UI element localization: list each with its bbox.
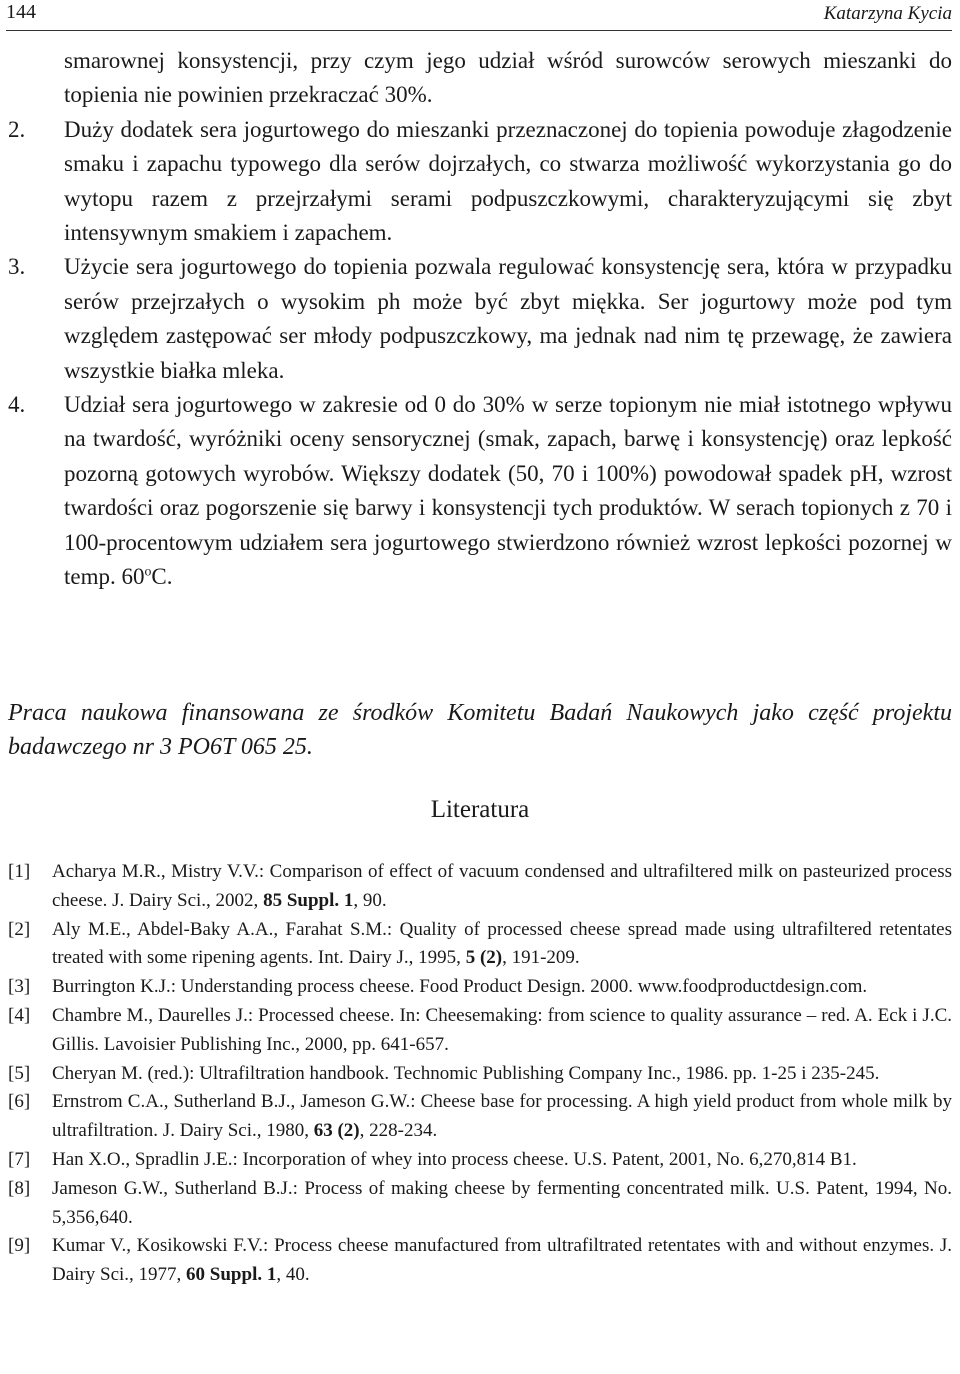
reference-volume: 60 Suppl. 1 xyxy=(186,1264,277,1286)
reference-text: Cheryan M. (red.): Ultrafiltration handbook. Technomic Publishing Company Inc., 1986. pp. 1-25 i 235-245. xyxy=(52,1062,880,1084)
reference-item xyxy=(8,858,952,916)
literature-heading: Literatura xyxy=(430,796,530,823)
reference-text: Aly M.E., Abdel-Baky A.A., Farahat S.M.: Quality of processed cheese spread made using ultrafiltered retentates treated with some ripening agents. Int. Dairy J., 1995, xyxy=(52,918,952,969)
funding-acknowledgement: Praca naukowa finansowana ze środków Komitetu Badań Naukowych jako część projektu badawczego nr 3 PO6T 065 25. xyxy=(8,700,952,760)
reference-text: , 40. xyxy=(276,1264,310,1286)
continuation-paragraph: smarownej konsystencji, przy czym jego udział wśród surowców serowych mieszanki do topienia nie powinien przekraczać 30%. xyxy=(64,48,952,108)
reference-volume: 85 Suppl. 1 xyxy=(263,889,354,911)
conclusion-item xyxy=(8,113,952,251)
reference-text: Burrington K.J.: Understanding process cheese. Food Product Design. 2000. www.foodproductdesign.com. xyxy=(52,976,868,998)
reference-text: Acharya M.R., Mistry V.V.: Comparison of effect of vacuum condensed and ultrafiltered milk on pasteurized process cheese. J. Dairy Sci., 2002, xyxy=(52,861,952,911)
reference-pages: , 228-234. xyxy=(359,1120,438,1142)
reference-number: [6] xyxy=(8,1091,31,1113)
item-number: 2. xyxy=(8,116,26,142)
reference-volume: 63 xyxy=(313,1120,333,1142)
reference-issue: (2) xyxy=(479,947,503,969)
degree-superscript: o xyxy=(144,563,152,579)
conclusion-item xyxy=(8,388,952,594)
item-text: Udział sera jogurtowego w zakresie od 0 do 30% w serze topionym nie miał istotnego wpływu na twardość, wyróżniki oceny sensorycznej (smak, zapach, barwę i konsystencję) oraz lepkość pozorną gotowych wyrobów. Większy dodatek (50, 70 i 100%) powodował spadek pH, wzrost twardości oraz pogorszenie się barwy i konsystencji tych produktów. W serach topionych z 70 i 100-procentowym udziałem sera jogurtowego stwierdzono również wzrost lepkości pozornej w temp. 60 xyxy=(64,392,952,590)
reference-text: Chambre M., Daurelles J.: Processed cheese. In: Cheesemaking: from science to quality assurance – red. A. Eck i J.C. Gillis. Lavoisier Publishing Inc., 2000, pp. 641-657. xyxy=(52,1004,952,1055)
conclusion-item xyxy=(8,250,952,388)
item-text: Duży dodatek sera jogurtowego do mieszanki przeznaczonej do topienia powoduje złagodzenie smaku i zapachu typowego dla serów dojrzałych, co stwarza możliwość wykorzystania go do wytopu razem z przejrzałymi serami podpuszczkowymi, charakteryzującymi się zbyt intensywnym smakiem i zapachem. xyxy=(64,116,952,246)
reference-number: [3] xyxy=(8,976,31,998)
reference-text: Jameson G.W., Sutherland B.J.: Process of making cheese by fermenting concentrated milk. U.S. Patent, 1994, No. 5,356,640. xyxy=(52,1177,952,1228)
running-head-author: Katarzyna Kycia xyxy=(823,3,952,24)
reference-pages: , 191-209. xyxy=(502,947,580,969)
reference-text: Ernstrom C.A., Sutherland B.J., Jameson G.W.: Cheese base for processing. A high yield product from whole milk by ultrafiltration. J. Dairy Sci., 1980, xyxy=(52,1091,952,1142)
reference-number: [1] xyxy=(8,861,31,882)
item-number: 3. xyxy=(8,254,26,280)
reference-item xyxy=(8,1002,952,1060)
reference-issue: (2) xyxy=(337,1120,360,1142)
reference-item xyxy=(8,916,952,974)
item-text-tail: C. xyxy=(151,564,173,590)
page-header xyxy=(6,0,952,31)
reference-number: [9] xyxy=(8,1235,31,1257)
reference-item xyxy=(8,1146,952,1175)
page-number: 144 xyxy=(6,1,36,23)
reference-item xyxy=(8,1232,952,1290)
reference-text: Han X.O., Spradlin J.E.: Incorporation of whey into process cheese. U.S. Patent, 2001, No. 6,270,814 B1. xyxy=(52,1148,857,1170)
reference-item xyxy=(8,1175,952,1233)
reference-item xyxy=(8,1060,952,1089)
reference-number: [2] xyxy=(8,918,31,940)
reference-text: , 90. xyxy=(353,889,387,911)
body-text xyxy=(8,44,952,595)
reference-item xyxy=(8,973,952,1002)
item-text: Użycie sera jogurtowego do topienia pozwala regulować konsystencję sera, która w przypadku serów przejrzałych o wysokim ph może być zbyt miękka. Ser jogurtowy może pod tym względem zastępować ser młody podpuszczkowy, ma jednak nad nim tę przewagę, że zawiera wszystkie białka mleka. xyxy=(64,254,952,383)
reference-item xyxy=(8,1088,952,1146)
reference-text: Kumar V., Kosikowski F.V.: Process cheese manufactured from ultrafiltrated retentates with and without enzymes. J. Dairy Sci., 1977, xyxy=(52,1235,952,1286)
reference-number: [5] xyxy=(8,1062,31,1084)
reference-number: [4] xyxy=(8,1004,31,1026)
reference-number: [8] xyxy=(8,1177,31,1199)
reference-volume: 5 xyxy=(465,947,476,969)
reference-number: [7] xyxy=(8,1148,31,1170)
reference-list xyxy=(8,858,952,1290)
item-number: 4. xyxy=(8,392,26,418)
